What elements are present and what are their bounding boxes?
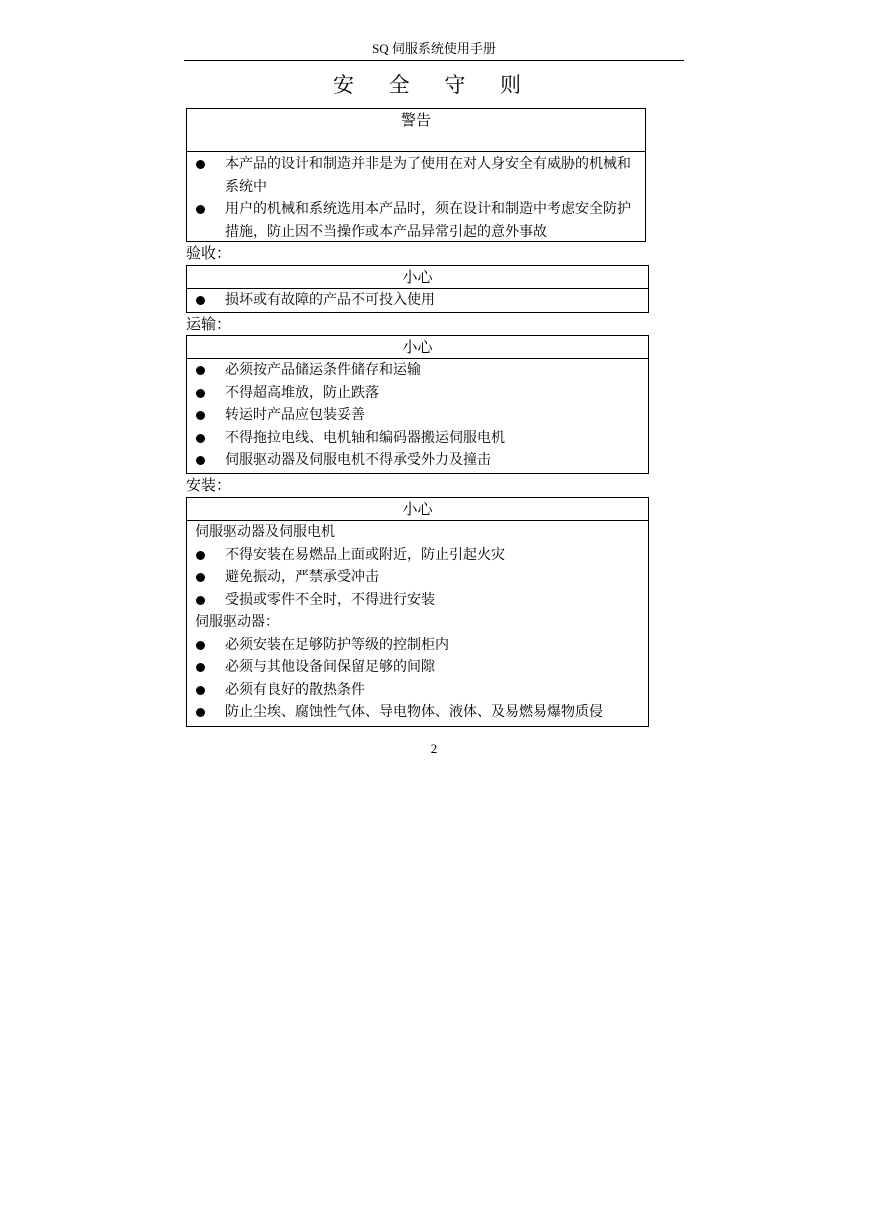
install-box (186, 497, 649, 727)
warning-box (186, 108, 646, 242)
list-item: 用户的机械和系统选用本产品时，须在设计和制造中考虑安全防护措施，防止因不当操作或本产品异常引起的意外事故 (187, 198, 645, 243)
group-title: 伺服驱动器及伺服电机 (195, 524, 335, 540)
bullet-icon (196, 663, 205, 672)
list-item: 不得安装在易燃品上面或附近，防止引起火灾 (187, 544, 648, 567)
bullet-icon (196, 708, 205, 717)
transport-heading: 小心 (187, 336, 648, 359)
list-item: 防止尘埃、腐蚀性气体、导电物体、液体、及易燃易爆物质侵 (187, 701, 648, 724)
list-item: 不得拖拉电线、电机轴和编码器搬运伺服电机 (187, 427, 648, 450)
bullet-icon (196, 160, 205, 169)
bullet-icon (196, 411, 205, 420)
transport-box (186, 335, 649, 474)
bullet-icon (196, 596, 205, 605)
bullet-icon (196, 434, 205, 443)
bullet-icon (196, 686, 205, 695)
section-label-transport: 运输： (186, 315, 232, 333)
list-item: 转运时产品应包装妥善 (187, 404, 648, 427)
list-item: 本产品的设计和制造并非是为了使用在对人身安全有威胁的机械和系统中 (187, 153, 645, 198)
page-number: 2 (430, 741, 438, 756)
acceptance-heading: 小心 (187, 266, 648, 289)
bullet-icon (196, 551, 205, 560)
list-item: 必须与其他设备间保留足够的间隙 (187, 656, 648, 679)
list-item: 必须按产品储运条件储存和运输 (187, 359, 648, 382)
list-item: 伺服驱动器及伺服电机不得承受外力及撞击 (187, 449, 648, 472)
list-item: 必须安装在足够防护等级的控制柜内 (187, 634, 648, 657)
list-item: 避免振动，严禁承受冲击 (187, 566, 648, 589)
section-label-install: 安装： (186, 476, 232, 494)
bullet-icon (196, 456, 205, 465)
bullet-icon (196, 205, 205, 214)
bullet-icon (196, 366, 205, 375)
warning-heading: 警告 (187, 109, 645, 152)
list-item: 受损或零件不全时，不得进行安装 (187, 589, 648, 612)
group-title: 伺服驱动器： (195, 614, 279, 630)
bullet-icon (196, 573, 205, 582)
acceptance-box (186, 265, 649, 313)
list-item: 损坏或有故障的产品不可投入使用 (187, 289, 648, 312)
list-item: 必须有良好的散热条件 (187, 679, 648, 702)
section-label-acceptance: 验收： (186, 244, 232, 262)
bullet-icon (196, 641, 205, 650)
page-title: 安 全 守 则 (332, 73, 536, 97)
list-item: 不得超高堆放，防止跌落 (187, 382, 648, 405)
bullet-icon (196, 389, 205, 398)
page-header: SQ 伺服系统使用手册 (184, 40, 684, 61)
install-heading: 小心 (187, 498, 648, 521)
bullet-icon (196, 296, 205, 305)
